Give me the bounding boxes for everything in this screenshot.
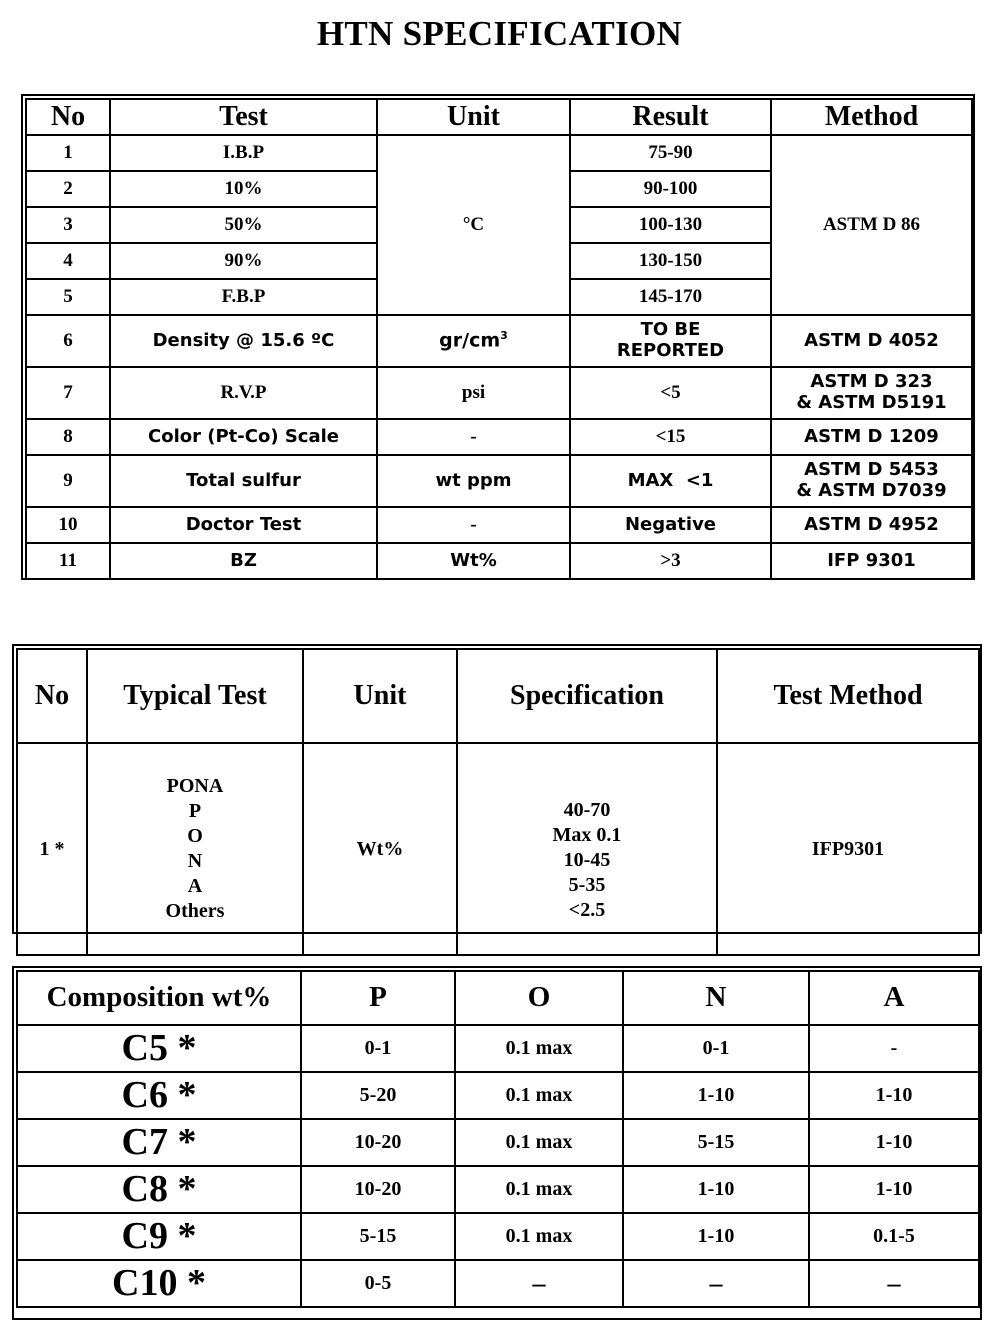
test-item: A xyxy=(187,875,203,897)
row-result: 90-100 xyxy=(570,171,771,207)
table-row xyxy=(26,419,972,455)
table-row xyxy=(17,1166,979,1213)
row-method: ASTM D 4052 xyxy=(771,315,972,367)
row-method xyxy=(771,367,972,419)
row-test: BZ xyxy=(110,543,377,579)
table-row xyxy=(26,455,972,507)
row-no: 5 xyxy=(26,279,110,315)
row-test: Total sulfur xyxy=(110,455,377,507)
row-no: 1 xyxy=(26,135,110,171)
row-n: 5-15 xyxy=(623,1119,809,1166)
header-test: Test xyxy=(110,99,377,135)
row-test: Density @ 15.6 ºC xyxy=(110,315,377,367)
header-test-method: Test Method xyxy=(717,649,979,743)
row-p: 10-20 xyxy=(301,1166,455,1213)
row-method: ASTM D 1209 xyxy=(771,419,972,455)
spec-item: 5-35 xyxy=(568,873,606,896)
table-row xyxy=(17,1119,979,1166)
table-row xyxy=(17,1260,979,1307)
row-no: 4 xyxy=(26,243,110,279)
method-line-2: & ASTM D5191 xyxy=(796,392,947,413)
row-a: 0.1-5 xyxy=(809,1213,979,1260)
header-unit: Unit xyxy=(303,649,457,743)
row-unit: Wt% xyxy=(377,543,570,579)
typical-table-header-row xyxy=(17,649,979,743)
row-result: 145-170 xyxy=(570,279,771,315)
row-unit-shared: °C xyxy=(377,135,570,315)
row-test: 10% xyxy=(110,171,377,207)
row-p: 0-1 xyxy=(301,1025,455,1072)
spec-item: <2.5 xyxy=(568,898,606,921)
row-method: ASTM D 4952 xyxy=(771,507,972,543)
row-tests xyxy=(87,743,303,955)
spec-item: 10-45 xyxy=(563,848,611,871)
row-carbon: C8 * xyxy=(17,1166,301,1213)
row-carbon: C6 * xyxy=(17,1072,301,1119)
test-item: N xyxy=(187,850,203,872)
row-no: 10 xyxy=(26,507,110,543)
method-line-1: ASTM D 5453 xyxy=(804,459,939,481)
spec-item: Max 0.1 xyxy=(552,823,622,846)
composition-table-header-row xyxy=(17,971,979,1025)
row-unit: - xyxy=(377,507,570,543)
table-row xyxy=(17,1025,979,1072)
row-p: 0-5 xyxy=(301,1260,455,1307)
row-result: <5 xyxy=(570,367,771,419)
row-o: – xyxy=(455,1260,623,1307)
row-method: IFP 9301 xyxy=(771,543,972,579)
test-item: P xyxy=(188,800,202,822)
spec-item: 40-70 xyxy=(563,798,611,821)
row-carbon: C5 * xyxy=(17,1025,301,1072)
unit-base: gr/cm xyxy=(439,329,501,352)
row-unit: wt ppm xyxy=(377,455,570,507)
header-result: Result xyxy=(570,99,771,135)
row-n: – xyxy=(623,1260,809,1307)
header-composition: Composition wt% xyxy=(17,971,301,1025)
header-unit: Unit xyxy=(377,99,570,135)
header-specification: Specification xyxy=(457,649,717,743)
row-no: 8 xyxy=(26,419,110,455)
row-n: 0-1 xyxy=(623,1025,809,1072)
row-a: – xyxy=(809,1260,979,1307)
row-p: 10-20 xyxy=(301,1119,455,1166)
header-typical-test: Typical Test xyxy=(87,649,303,743)
row-test: Doctor Test xyxy=(110,507,377,543)
row-no: 9 xyxy=(26,455,110,507)
row-test: I.B.P xyxy=(110,135,377,171)
composition-table xyxy=(16,970,980,1308)
row-method-shared: ASTM D 86 xyxy=(771,135,972,315)
row-no: 1 * xyxy=(17,743,87,955)
row-test: 90% xyxy=(110,243,377,279)
table-row xyxy=(17,1072,979,1119)
row-result: 130-150 xyxy=(570,243,771,279)
row-p: 5-15 xyxy=(301,1213,455,1260)
row-o: 0.1 max xyxy=(455,1072,623,1119)
row-specs xyxy=(457,743,717,955)
unit-superscript: 3 xyxy=(500,328,508,342)
row-carbon: C10 * xyxy=(17,1260,301,1307)
header-a: A xyxy=(809,971,979,1025)
row-a: 1-10 xyxy=(809,1119,979,1166)
row-o: 0.1 max xyxy=(455,1025,623,1072)
row-unit xyxy=(377,315,570,367)
row-method: IFP9301 xyxy=(717,743,979,955)
row-result xyxy=(570,315,771,367)
table-row xyxy=(26,367,972,419)
row-no: 7 xyxy=(26,367,110,419)
table-row xyxy=(26,507,972,543)
spec-table-header-row xyxy=(26,99,972,135)
header-p: P xyxy=(301,971,455,1025)
row-result: MAX <1 xyxy=(570,455,771,507)
table-row xyxy=(26,543,972,579)
spec-table xyxy=(25,98,973,580)
row-result: Negative xyxy=(570,507,771,543)
row-n: 1-10 xyxy=(623,1166,809,1213)
row-test: Color (Pt-Co) Scale xyxy=(110,419,377,455)
page-title: HTN SPECIFICATION xyxy=(316,14,683,53)
row-a: 1-10 xyxy=(809,1072,979,1119)
row-test: F.B.P xyxy=(110,279,377,315)
row-result: 100-130 xyxy=(570,207,771,243)
row-a: - xyxy=(809,1025,979,1072)
test-item: PONA xyxy=(166,775,224,797)
row-carbon: C9 * xyxy=(17,1213,301,1260)
row-test: R.V.P xyxy=(110,367,377,419)
result-line-2: REPORTED xyxy=(616,340,725,361)
row-result: 75-90 xyxy=(570,135,771,171)
table-row xyxy=(17,1213,979,1260)
row-unit: psi xyxy=(377,367,570,419)
row-o: 0.1 max xyxy=(455,1119,623,1166)
header-no: No xyxy=(26,99,110,135)
row-no: 11 xyxy=(26,543,110,579)
row-test: 50% xyxy=(110,207,377,243)
row-no: 3 xyxy=(26,207,110,243)
row-a: 1-10 xyxy=(809,1166,979,1213)
test-item: O xyxy=(187,825,203,847)
header-method: Method xyxy=(771,99,972,135)
row-result: >3 xyxy=(570,543,771,579)
row-no: 2 xyxy=(26,171,110,207)
header-no: No xyxy=(17,649,87,743)
method-line-1: ASTM D 323 xyxy=(810,371,933,393)
method-line-2: & ASTM D7039 xyxy=(796,480,947,501)
row-p: 5-20 xyxy=(301,1072,455,1119)
header-n: N xyxy=(623,971,809,1025)
result-line-1: TO BE xyxy=(640,319,701,341)
test-item: Others xyxy=(165,900,225,922)
row-unit: Wt% xyxy=(303,743,457,955)
table-row xyxy=(26,315,972,367)
row-carbon: C7 * xyxy=(17,1119,301,1166)
table-row xyxy=(26,135,972,171)
row-unit: - xyxy=(377,419,570,455)
row-method xyxy=(771,455,972,507)
row-o: 0.1 max xyxy=(455,1166,623,1213)
typical-table xyxy=(16,648,980,956)
row-result: <15 xyxy=(570,419,771,455)
row-n: 1-10 xyxy=(623,1072,809,1119)
table-row xyxy=(17,743,979,955)
header-o: O xyxy=(455,971,623,1025)
row-o: 0.1 max xyxy=(455,1213,623,1260)
row-n: 1-10 xyxy=(623,1213,809,1260)
row-no: 6 xyxy=(26,315,110,367)
